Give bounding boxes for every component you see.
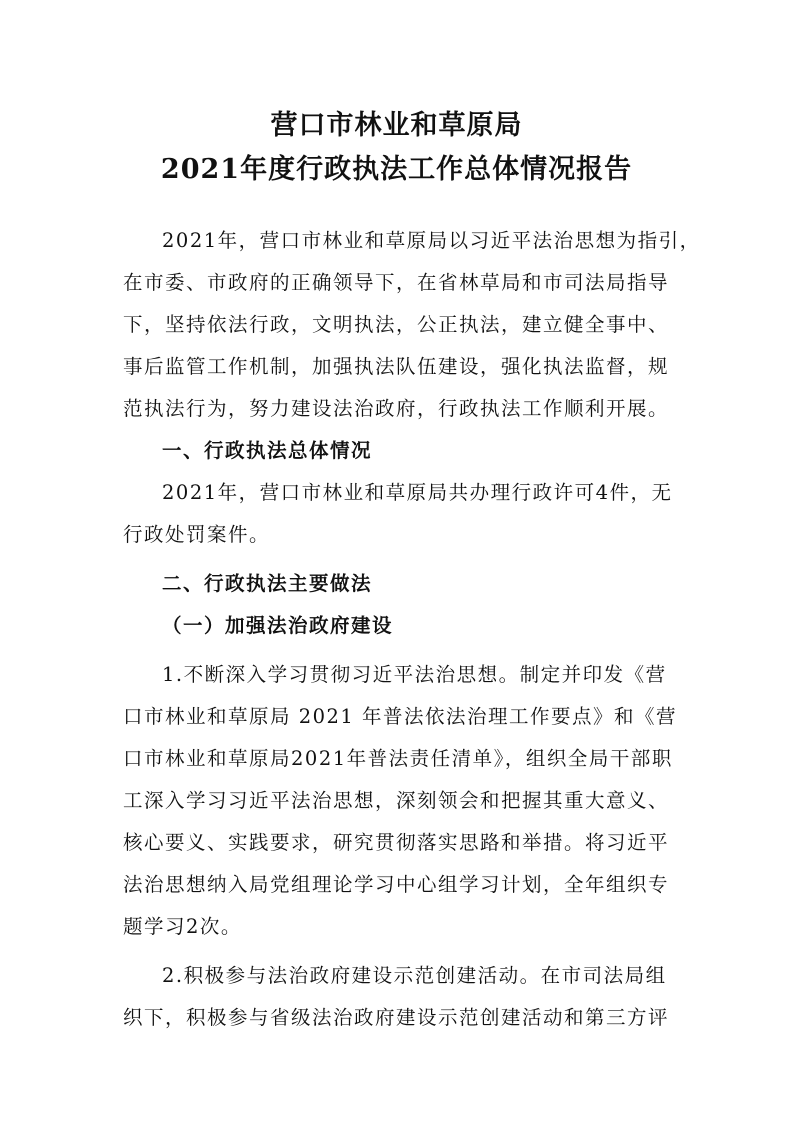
document-body <box>123 220 701 1039</box>
item1-line: 口市林业和草原局2021年普法责任清单》，组织全局干部职 <box>123 747 673 770</box>
section1-line: 行政处罚案件。 <box>123 523 271 546</box>
item1-line: 1.不断深入学习贯彻习近平法治思想。制定并印发《营 <box>162 663 667 686</box>
item2-line: 织下，积极参与省级法治政府建设示范创建活动和第三方评 <box>123 1006 670 1029</box>
item1-line: 核心要义、实践要求，研究贯彻落实思路和举措。将习近平 <box>123 831 670 854</box>
intro-line: 事后监管工作机制，加强执法队伍建设，强化执法监督，规 <box>123 355 670 378</box>
item1-line: 法治思想纳入局党组理论学习中心组学习计划，全年组织专 <box>123 873 670 896</box>
item1-line: 口市林业和草原局 2021 年普法依法治理工作要点》和《营 <box>123 705 678 728</box>
intro-line: 下，坚持依法行政，文明执法，公正执法，建立健全事中、 <box>123 313 670 336</box>
intro-line: 2021年，营口市林业和草原局以习近平法治思想为指引， <box>162 229 701 252</box>
intro-line: 在市委、市政府的正确领导下，在省林草局和市司法局指导 <box>123 271 670 294</box>
section1-line: 2021年，营口市林业和草原局共办理行政许可4件，无 <box>162 481 673 504</box>
intro-line: 范执法行为，努力建设法治政府，行政执法工作顺利开展。 <box>123 397 670 420</box>
item2-line: 2.积极参与法治政府建设示范创建活动。在市司法局组 <box>162 964 667 987</box>
section2-heading: 二、行政执法主要做法 <box>162 572 373 595</box>
section2-subheading: （一）加强法治政府建设 <box>162 614 394 637</box>
item1-line: 工深入学习习近平法治思想，深刻领会和把握其重大意义、 <box>123 789 670 812</box>
item1-line: 题学习2次。 <box>123 915 242 938</box>
document-title-line2: 2021年度行政执法工作总体情况报告 <box>160 154 633 185</box>
document-title-line1: 营口市林业和草原局 <box>270 110 523 141</box>
section1-heading: 一、行政执法总体情况 <box>162 439 373 462</box>
